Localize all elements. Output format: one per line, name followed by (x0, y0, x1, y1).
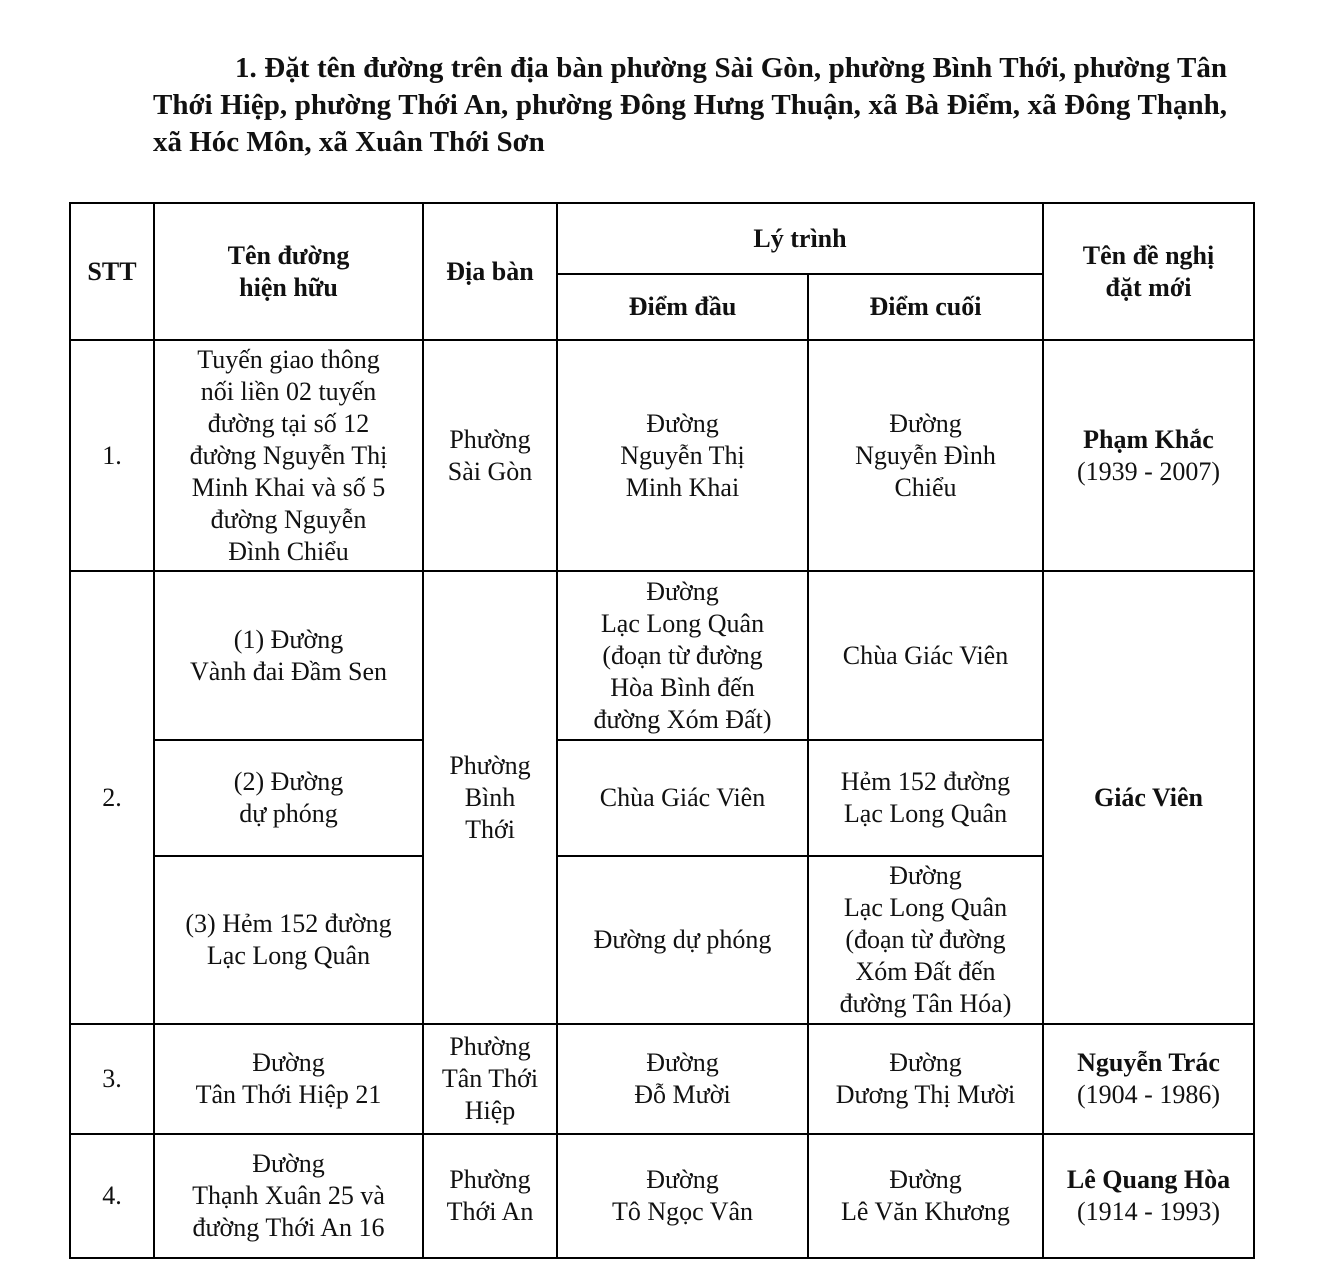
row-stt: 2. (70, 571, 154, 1024)
street-naming-table (69, 202, 1255, 1259)
row-area: Phường Thới An (423, 1134, 557, 1258)
header-area: Địa bàn (423, 203, 557, 340)
row-current-name: (3) Hẻm 152 đường Lạc Long Quân (154, 856, 423, 1024)
header-proposed-name: Tên đề nghị đặt mới (1043, 203, 1254, 340)
section-heading (153, 50, 1227, 161)
table-row (70, 340, 1254, 571)
header-start-point: Điểm đầu (557, 274, 808, 340)
row-end-point: Hẻm 152 đường Lạc Long Quân (808, 740, 1043, 856)
header-stt: STT (70, 203, 154, 340)
row-start-point: Đường Lạc Long Quân (đoạn từ đường Hòa Bình đến đường Xóm Đất) (557, 571, 808, 740)
header-route: Lý trình (557, 203, 1043, 274)
proposed-years-text: (1914 - 1993) (1077, 1197, 1220, 1226)
row-end-point: Chùa Giác Viên (808, 571, 1043, 740)
row-proposed-name (1043, 1024, 1254, 1134)
row-end-point: Đường Lạc Long Quân (đoạn từ đường Xóm Đất đến đường Tân Hóa) (808, 856, 1043, 1024)
header-current-name: Tên đường hiện hữu (154, 203, 423, 340)
row-proposed-name (1043, 340, 1254, 571)
section-heading-text: 1. Đặt tên đường trên địa bàn phường Sài Gòn, phường Bình Thới, phường Tân Thới Hiệp, phường Thới An, phường Đông Hưng Thuận, xã Bà Điểm, xã Đông Thạnh, xã Hóc Môn, xã Xuân Thới Sơn (153, 52, 1227, 158)
row-current-name: (1) Đường Vành đai Đầm Sen (154, 571, 423, 740)
row-stt: 4. (70, 1134, 154, 1258)
row-area: Phường Sài Gòn (423, 340, 557, 571)
proposed-years-text: (1904 - 1986) (1077, 1080, 1220, 1109)
row-current-name: Tuyến giao thông nối liền 02 tuyến đường tại số 12 đường Nguyễn Thị Minh Khai và số 5 đường Nguyễn Đình Chiểu (154, 340, 423, 571)
row-current-name: Đường Tân Thới Hiệp 21 (154, 1024, 423, 1134)
row-end-point: Đường Dương Thị Mười (808, 1024, 1043, 1134)
table-row (70, 1024, 1254, 1134)
table-row (70, 1134, 1254, 1258)
row-proposed-name (1043, 1134, 1254, 1258)
row-proposed-name: Giác Viên (1043, 571, 1254, 1024)
row-current-name: (2) Đường dự phóng (154, 740, 423, 856)
row-end-point: Đường Lê Văn Khương (808, 1134, 1043, 1258)
row-area: Phường Tân Thới Hiệp (423, 1024, 557, 1134)
proposed-name-text: Phạm Khắc (1083, 424, 1214, 454)
row-start-point: Chùa Giác Viên (557, 740, 808, 856)
row-area: Phường Bình Thới (423, 571, 557, 1024)
row-current-name: Đường Thạnh Xuân 25 và đường Thới An 16 (154, 1134, 423, 1258)
header-end-point: Điểm cuối (808, 274, 1043, 340)
row-stt: 3. (70, 1024, 154, 1134)
row-end-point: Đường Nguyễn Đình Chiểu (808, 340, 1043, 571)
row-stt: 1. (70, 340, 154, 571)
row-start-point: Đường Nguyễn Thị Minh Khai (557, 340, 808, 571)
row-start-point: Đường dự phóng (557, 856, 808, 1024)
row-start-point: Đường Tô Ngọc Vân (557, 1134, 808, 1258)
row-start-point: Đường Đỗ Mười (557, 1024, 808, 1134)
proposed-name-text: Nguyễn Trác (1077, 1048, 1220, 1077)
proposed-years-text: (1939 - 2007) (1077, 456, 1220, 486)
table-row (70, 571, 1254, 740)
proposed-name-text: Lê Quang Hòa (1066, 1165, 1231, 1194)
header-row (70, 203, 1254, 274)
